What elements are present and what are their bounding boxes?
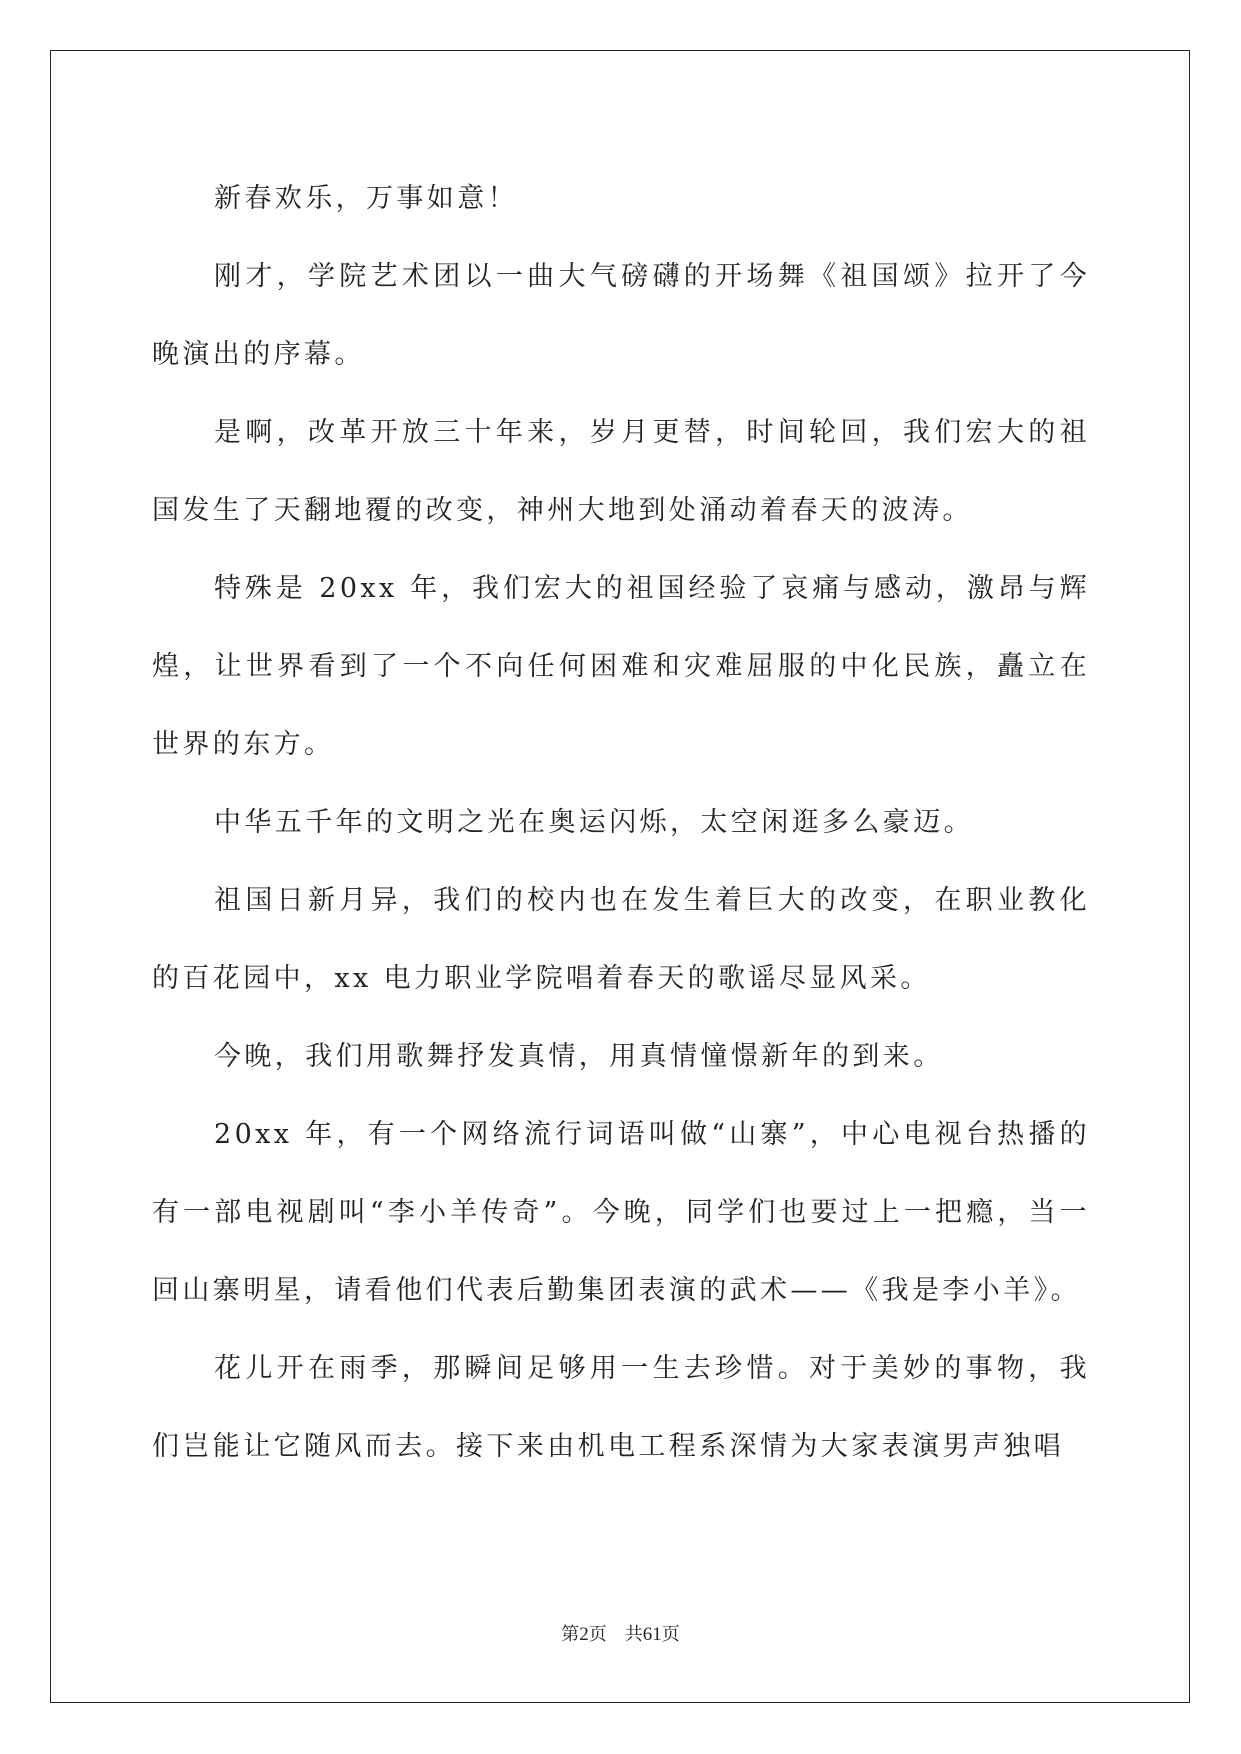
- paragraph-2: 刚才，学院艺术团以一曲大气磅礴的开场舞《祖国颂》拉开了今晚演出的序幕。: [152, 261, 1090, 370]
- total-label-suffix: 页: [661, 1624, 680, 1645]
- page-label-prefix: 第: [561, 1624, 580, 1645]
- paragraph-6: 祖国日新月异，我们的校内也在发生着巨大的改变，在职业教化的百花园中，xx 电力职业学院唱着春天的歌谣尽显风采。: [152, 885, 1090, 994]
- total-label-prefix: 共: [624, 1624, 643, 1645]
- page-footer: [0, 1620, 1241, 1646]
- document-body: [152, 160, 1090, 1486]
- total-page-count: 61: [642, 1624, 662, 1645]
- current-page-number: 2: [579, 1624, 589, 1645]
- paragraph-3: 是啊，改革开放三十年来，岁月更替，时间轮回，我们宏大的祖国发生了天翻地覆的改变，神州大地到处涌动着春天的波涛。: [152, 417, 1090, 526]
- page-label-suffix: 页: [588, 1624, 607, 1645]
- paragraph-9: 花儿开在雨季，那瞬间足够用一生去珍惜。对于美妙的事物，我们岂能让它随风而去。接下来由机电工程系深情为大家表演男声独唱: [152, 1353, 1090, 1462]
- paragraph-1: 新春欢乐，万事如意！: [214, 183, 518, 214]
- paragraph-4: 特殊是 20xx 年，我们宏大的祖国经验了哀痛与感动，激昂与辉煌，让世界看到了一个不向任何困难和灾难屈服的中化民族，矗立在世界的东方。: [152, 573, 1090, 760]
- paragraph-5: 中华五千年的文明之光在奥运闪烁，太空闲逛多么豪迈。: [214, 807, 974, 838]
- paragraph-7: 今晚，我们用歌舞抒发真情，用真情憧憬新年的到来。: [214, 1041, 944, 1072]
- paragraph-8: 20xx 年，有一个网络流行词语叫做“山寨”，中心电视台热播的有一部电视剧叫“李小羊传奇”。今晚，同学们也要过上一把瘾，当一回山寨明星，请看他们代表后勤集团表演的武术——《我是李小羊》。: [152, 1119, 1090, 1306]
